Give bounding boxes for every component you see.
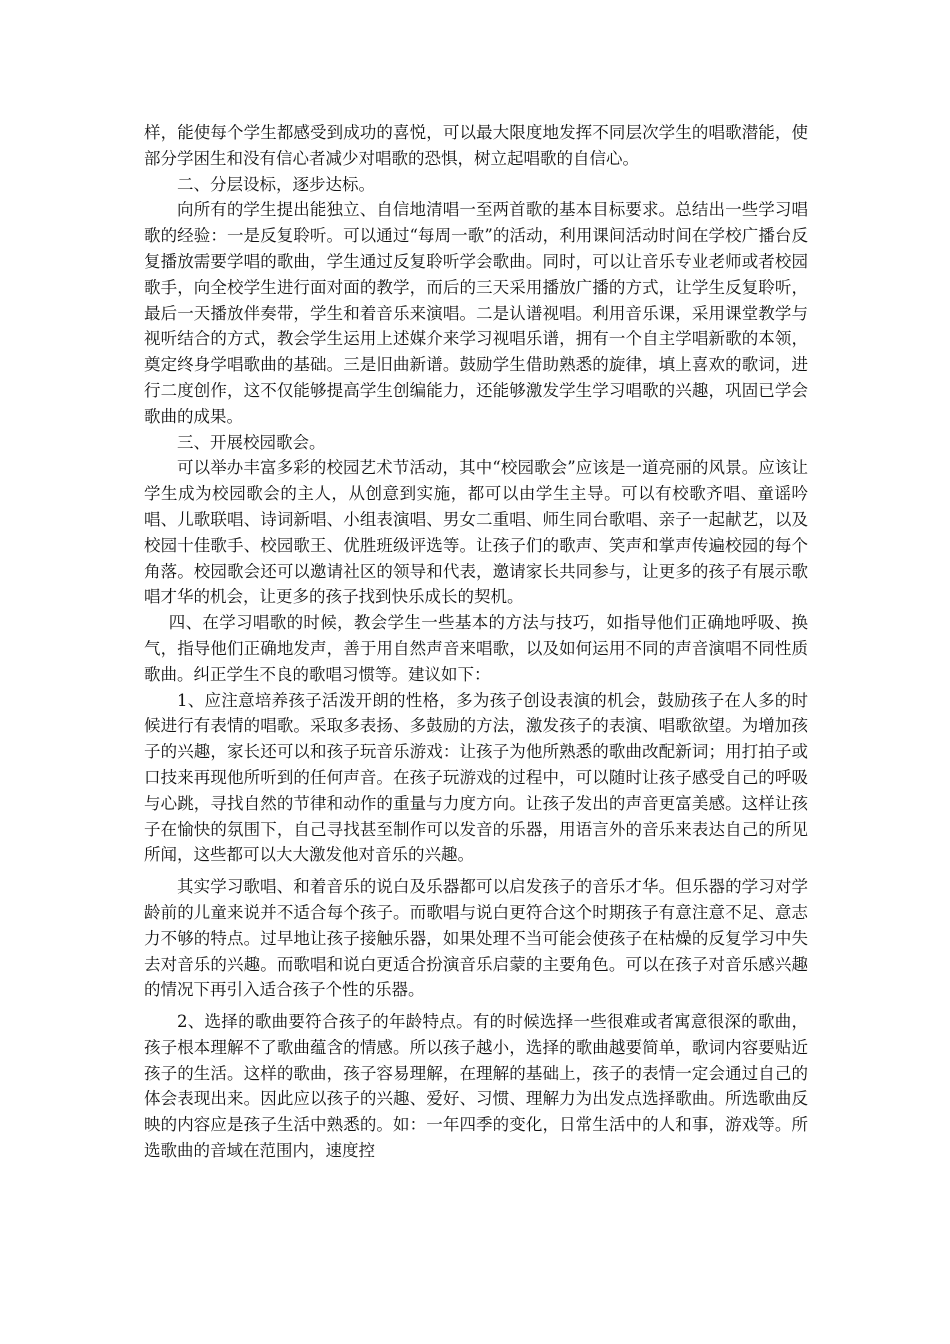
- paragraph-continuation: 样，能使每个学生都感受到成功的喜悦，可以最大限度地发挥不同层次学生的唱歌潜能，使部分学困生和没有信心者减少对唱歌的恐惧，树立起唱歌的自信心。: [144, 123, 808, 168]
- paragraph-section-3: 可以举办丰富多彩的校园艺术节活动，其中“校园歌会”应该是一道亮丽的风景。应该让学生成为校园歌会的主人，从创意到实施，都可以由学生主导。可以有校歌齐唱、童谣吟唱、儿歌联唱、诗词新唱、小组表演唱、男女二重唱、师生同台歌唱、亲子一起献艺，以及校园十佳歌手、校园歌王、优胜班级评选等。让孩子们的歌声、笑声和掌声传遍校园的每个角落。校园歌会还可以邀请社区的领导和代表，邀请家长共同参与，让更多的孩子有展示歌唱才华的机会，让更多的孩子找到快乐成长的契机。: [144, 458, 808, 607]
- paragraph-item-2: 2、选择的歌曲要符合孩子的年龄特点。有的时候选择一些很难或者寓意很深的歌曲，孩子根本理解不了歌曲蕴含的情感。所以孩子越小，选择的歌曲越要简单，歌词内容要贴近孩子的生活。这样的歌曲，孩子容易理解，在理解的基础上，孩子的表情一定会通过自己的体会表现出来。因此应以孩子的兴趣、爱好、习惯、理解力为出发点选择歌曲。所选歌曲反映的内容应是孩子生活中熟悉的。如：一年四季的变化，日常生活中的人和事，游戏等。所选歌曲的音域在范围内，速度控: [144, 1012, 808, 1161]
- document-page: [144, 120, 808, 1164]
- section-heading-2: 二、分层设标，逐步达标。: [177, 174, 375, 194]
- section-heading-3: 三、开展校园歌会。: [177, 432, 326, 452]
- paragraph-section-4: 四、在学习唱歌的时候，教会学生一些基本的方法与技巧，如指导他们正确地呼吸、换气，指导他们正确地发声，善于用自然声音来唱歌，以及如何运用不同的声音演唱不同性质歌曲。纠正学生不良的歌唱习惯等。建议如下：: [144, 613, 808, 684]
- paragraph-item-1: 1、应注意培养孩子活泼开朗的性格，多为孩子创设表演的机会，鼓励孩子在人多的时候进行有表情的唱歌。采取多表扬、多鼓励的方法，激发孩子的表演、唱歌欲望。为增加孩子的兴趣，家长还可以和孩子玩音乐游戏：让孩子为他所熟悉的歌曲改配新词；用打拍子或口技来再现他所听到的任何声音。在孩子玩游戏的过程中，可以随时让孩子感受自己的呼吸与心跳，寻找自然的节律和动作的重量与力度方向。让孩子发出的声音更富美感。这样让孩子在愉快的氛围下，自己寻找甚至制作可以发音的乐器，用语言外的音乐来表达自己的所见所闻，这些都可以大大激发他对音乐的兴趣。: [144, 690, 808, 865]
- paragraph-section-2: 向所有的学生提出能独立、自信地清唱一至两首歌的基本目标要求。总结出一些学习唱歌的经验：一是反复聆听。可以通过“每周一歌”的活动，利用课间活动时间在学校广播台反复播放需要学唱的歌曲，学生通过反复聆听学会歌曲。同时，可以让音乐专业老师或者校园歌手，向全校学生进行面对面的教学，而后的三天采用播放广播的方式，让学生反复聆听，最后一天播放伴奏带，学生和着音乐来演唱。二是认谱视唱。利用音乐课，采用课堂教学与视听结合的方式，教会学生运用上述媒介来学习视唱乐谱，拥有一个自主学唱新歌的本领，奠定终身学唱歌曲的基础。三是旧曲新谱。鼓励学生借助熟悉的旋律，填上喜欢的歌词，进行二度创作，这不仅能够提高学生创编能力，还能够激发学生学习唱歌的兴趣，巩固已学会歌曲的成果。: [144, 200, 808, 426]
- paragraph-item-1-extra: 其实学习歌唱、和着音乐的说白及乐器都可以启发孩子的音乐才华。但乐器的学习对学龄前的儿童来说并不适合每个孩子。而歌唱与说白更符合这个时期孩子有意注意不足、意志力不够的特点。过早地让孩子接触乐器，如果处理不当可能会使孩子在枯燥的反复学习中失去对音乐的兴趣。而歌唱和说白更适合扮演音乐启蒙的主要角色。可以在孩子对音乐感兴趣的情况下再引入适合孩子个性的乐器。: [144, 877, 808, 1000]
